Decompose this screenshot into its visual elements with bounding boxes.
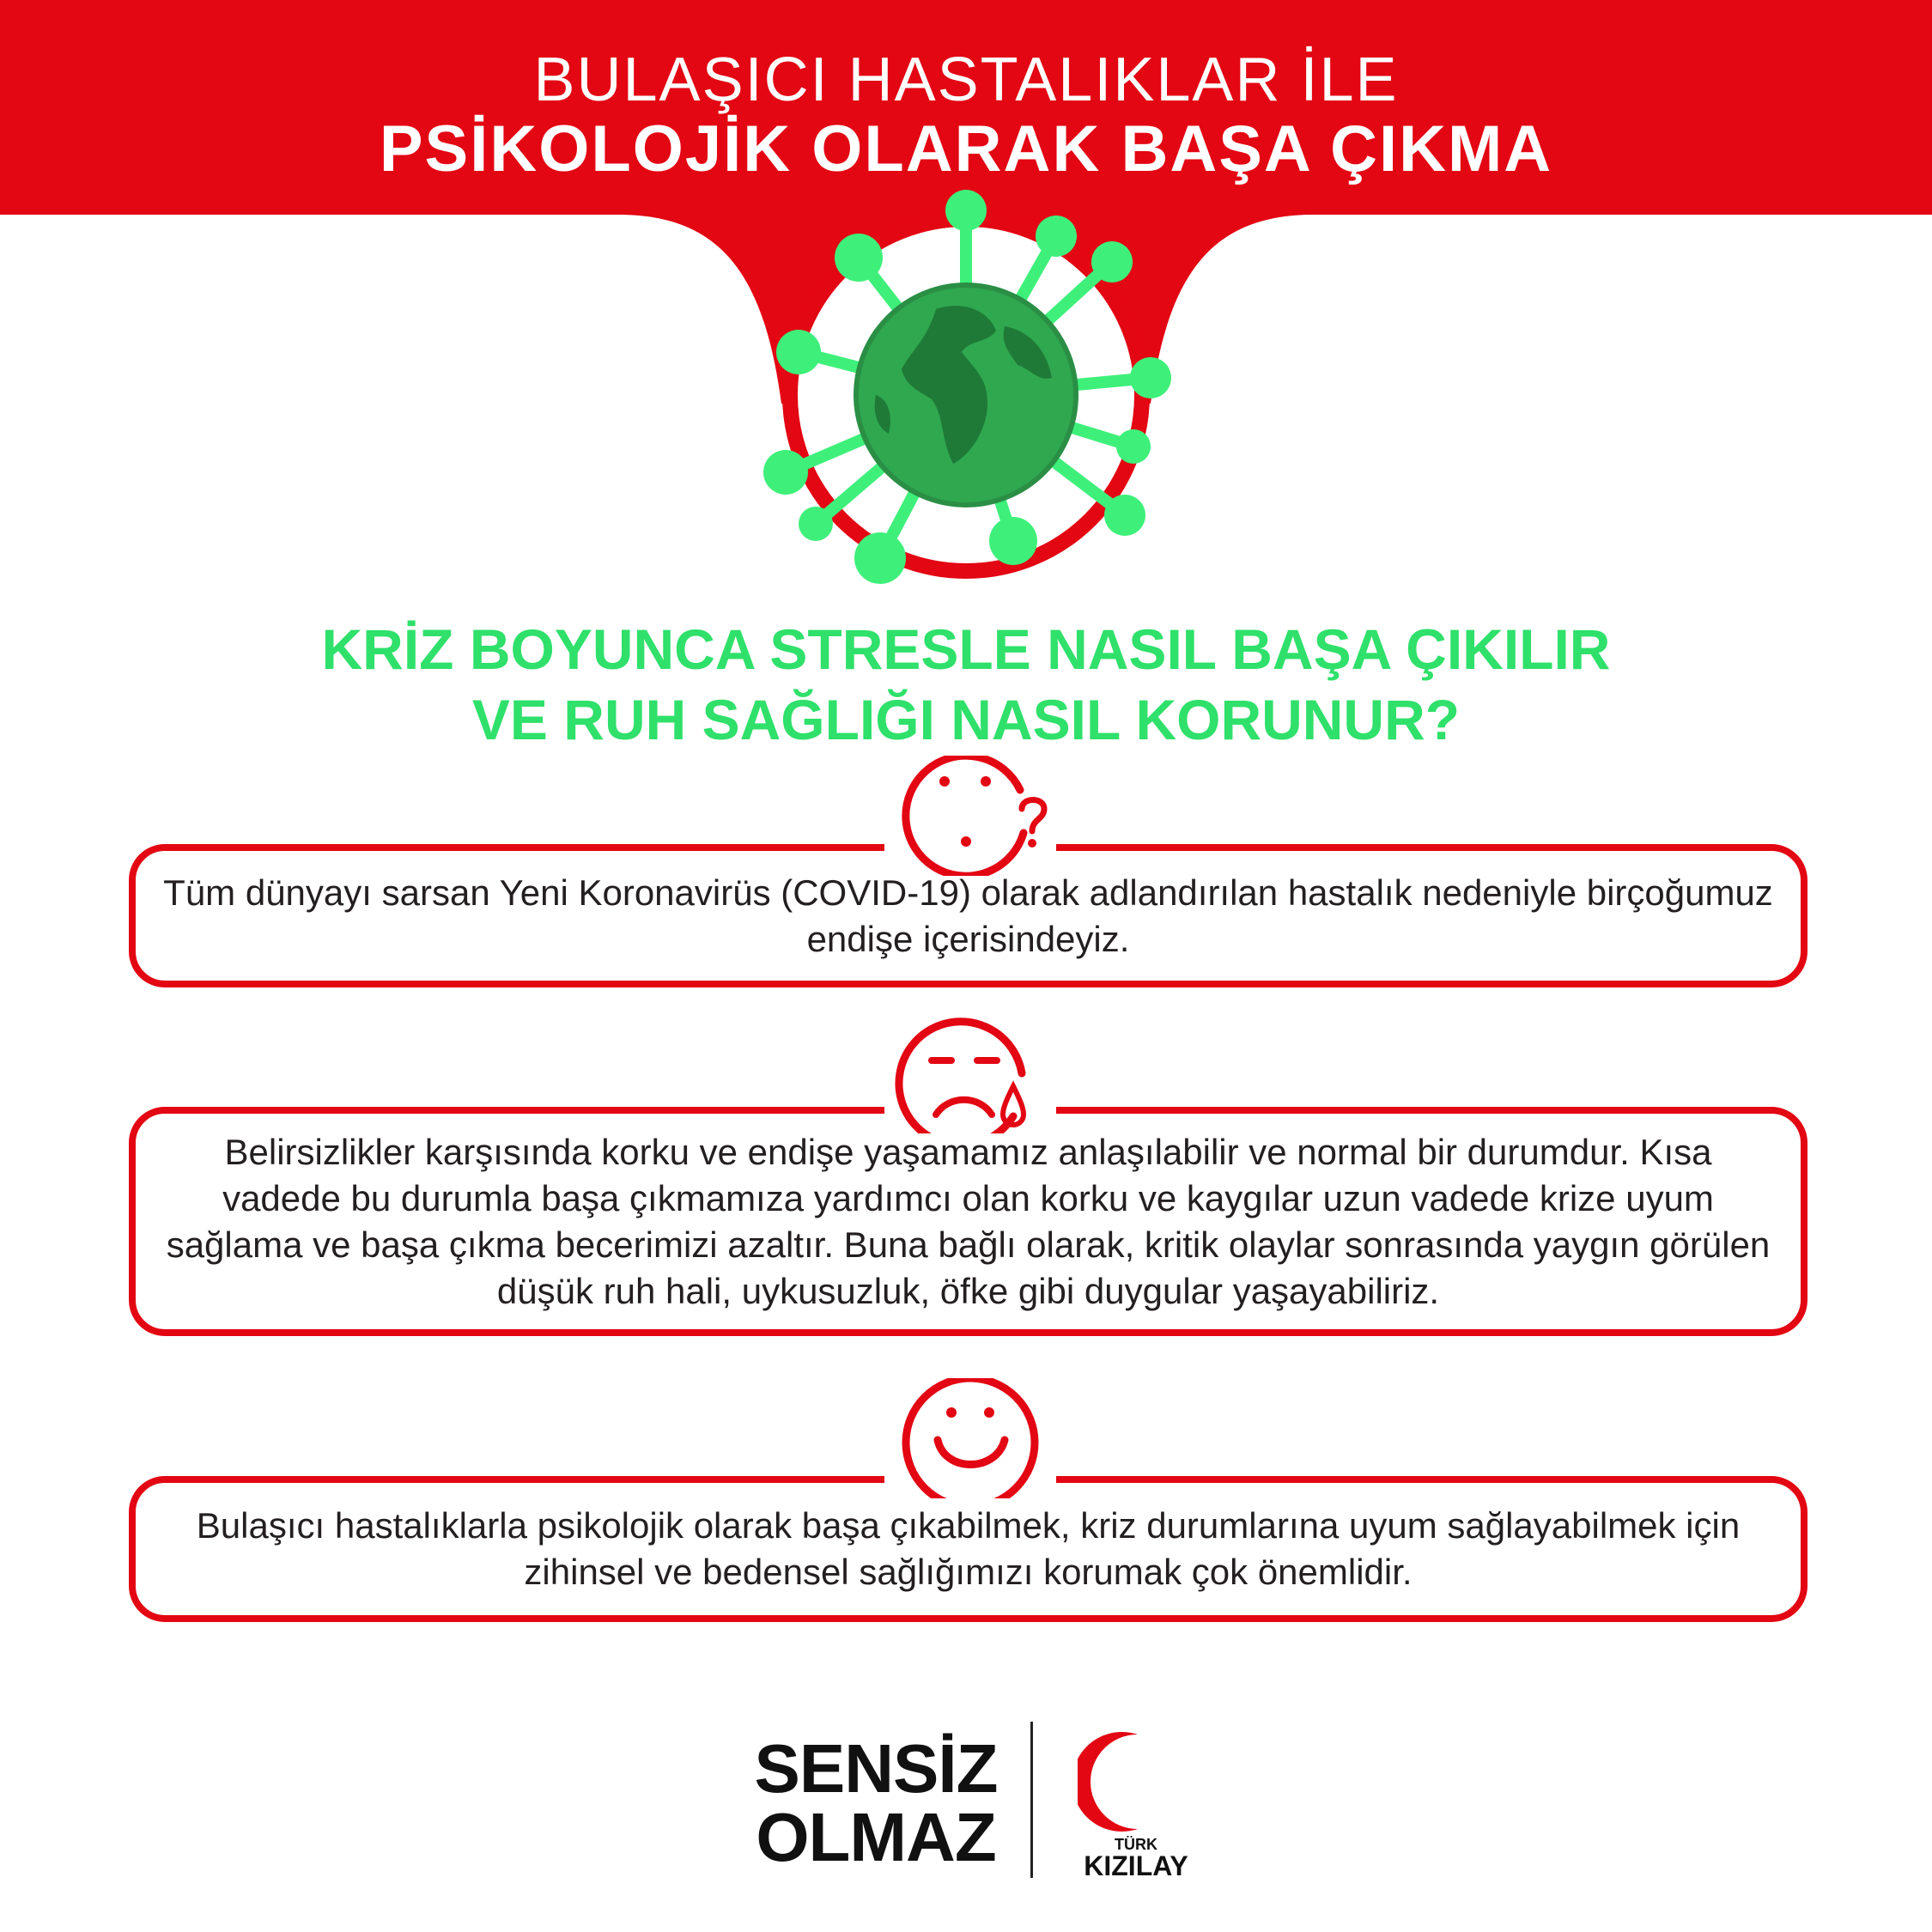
section-heading-line1: KRİZ BOYUNCA STRESLE NASIL BAŞA ÇIKILIR <box>321 617 1611 681</box>
smiling-face-icon <box>884 1378 1056 1498</box>
logo-divider <box>1030 1722 1033 1878</box>
section-heading-line2: VE RUH SAĞLIĞI NASIL KORUNUR? <box>471 688 1461 751</box>
info-box-text: Belirsizlikler karşısında korku ve endişe yaşamamız anlaşılabilir ve normal bir durumdur. Kısa vadede bu durumla başa çıkmamıza yardımcı olan korku ve kaygılar uzun vadede krize uyum sağlama ve başa çıkma becerimizi azaltır. Buna bağlı olarak, kritik olaylar sonrasında yaygın görülen düşük ruh hali, uykusuzluk, öfke gibi duygular yaşayabiliriz. <box>166 1131 1771 1311</box>
slogan-line2: OLMAZ <box>756 1799 996 1875</box>
info-box-text: Tüm dünyayı sarsan Yeni Koronavirüs (COVID-19) olarak adlandırılan hastalık nedeniyle birçoğumuz endişe içerisindeyiz. <box>163 872 1773 959</box>
virus-globe-icon <box>730 180 1202 584</box>
page-title-line1: BULAŞICI HASTALIKLAR İLE <box>533 46 1399 114</box>
info-box <box>129 1107 1807 1336</box>
red-crescent-logo-icon <box>1078 1730 1189 1833</box>
slogan-line1: SENSİZ <box>754 1730 998 1807</box>
info-box-text: Bulaşıcı hastalıklarla psikolojik olarak başa çıkabilmek, kriz durumlarına uyum sağlayabilmek için zihinsel ve bedensel sağlığımızı korumak çok önemlidir. <box>196 1505 1741 1592</box>
brand-name-large: KIZILAY <box>1084 1850 1188 1881</box>
page-title-line2: PSİKOLOJİK OLARAK BAŞA ÇIKMA <box>379 112 1553 185</box>
confused-face-icon <box>884 756 1056 876</box>
crying-face-icon <box>884 1013 1056 1133</box>
brand-name-small: TÜRK <box>1115 1836 1157 1853</box>
